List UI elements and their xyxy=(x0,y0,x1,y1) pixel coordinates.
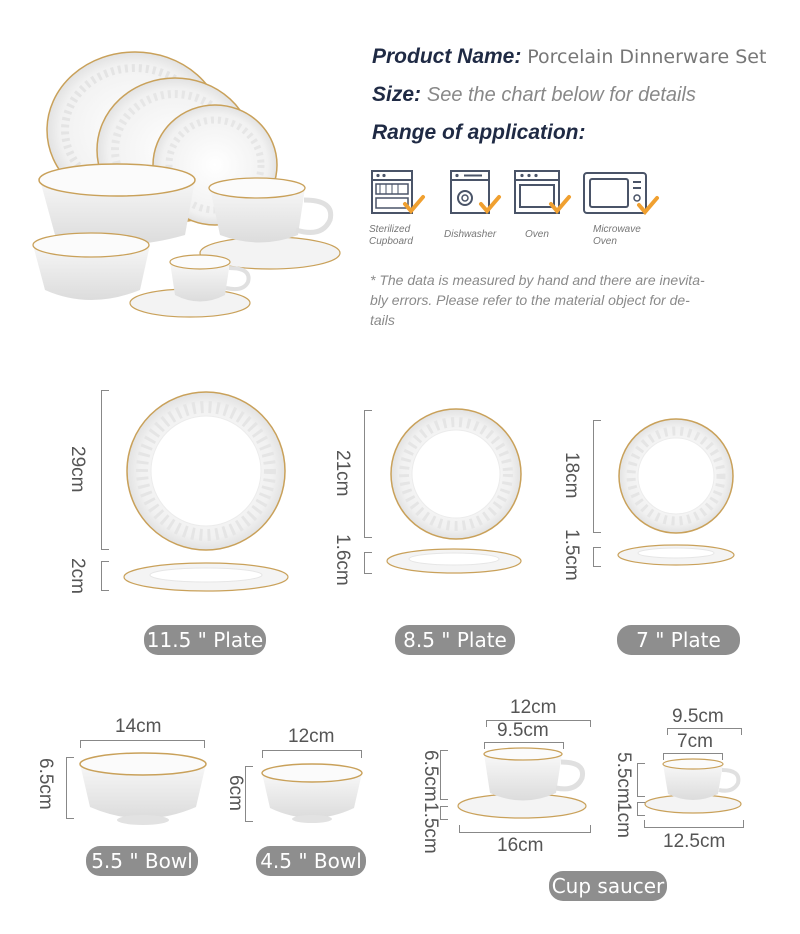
large-plate-diameter: 29cm xyxy=(67,446,88,493)
small-plate-label: 7 " Plate xyxy=(617,625,740,655)
icon-label-sterilized-cupboard: Sterilized Cupboard xyxy=(369,224,413,247)
small-cup-inner-width: 7cm xyxy=(677,731,713,752)
small-saucer-height: 1cm xyxy=(613,802,634,838)
icon-label-oven: Oven xyxy=(525,229,549,240)
size-label: Size: xyxy=(372,83,422,106)
measurement-note: * The data is measured by hand and there are inevita- bly errors. Please refer to the material object for de- tails xyxy=(370,272,705,328)
microwave-oven-icon xyxy=(583,172,657,220)
hero-dinnerware-image xyxy=(30,40,350,340)
large-bowl-width: 14cm xyxy=(115,716,162,737)
large-bowl-height: 6.5cm xyxy=(35,758,56,810)
small-cup-top-width: 9.5cm xyxy=(672,706,724,727)
large-cup-image xyxy=(456,748,591,828)
cup-saucer-label: Cup saucer xyxy=(549,871,667,901)
small-bowl-label: 4.5 " Bowl xyxy=(256,846,366,876)
large-plate-image xyxy=(122,392,292,602)
medium-plate-diameter: 21cm xyxy=(332,450,353,497)
medium-plate-label: 8.5 " Plate xyxy=(395,625,515,655)
small-bowl-image xyxy=(260,763,365,828)
oven-icon xyxy=(514,170,574,218)
range-label: Range of application: xyxy=(372,121,586,144)
medium-plate-image xyxy=(386,408,526,578)
dishwasher-icon xyxy=(450,170,504,218)
large-bowl-image xyxy=(78,752,208,827)
icon-label-dishwasher: Dishwasher xyxy=(444,229,497,240)
large-cup-top-width: 12cm xyxy=(510,697,557,718)
small-plate-height: 1.5cm xyxy=(561,529,582,581)
large-plate-height: 2cm xyxy=(67,558,88,594)
sterilized-cupboard-icon xyxy=(371,170,425,218)
size-value: See the chart below for details xyxy=(426,84,696,106)
large-cup-height: 6.5cm xyxy=(420,750,441,802)
product-name-label: Product Name: xyxy=(372,45,522,68)
medium-plate-height: 1.6cm xyxy=(332,534,353,586)
large-cup-inner-width: 9.5cm xyxy=(497,720,549,741)
icon-label-microwave-oven: Microwave Oven xyxy=(593,224,641,247)
small-cup-height: 5.5cm xyxy=(613,752,634,804)
large-bowl-label: 5.5 " Bowl xyxy=(86,846,198,876)
small-plate-image xyxy=(616,418,741,573)
large-saucer-width: 16cm xyxy=(497,835,544,856)
small-bowl-width: 12cm xyxy=(288,726,335,747)
range-row xyxy=(372,121,586,145)
large-plate-label: 11.5 " Plate xyxy=(144,625,266,655)
small-bowl-height: 6cm xyxy=(225,775,246,811)
small-saucer-width: 12.5cm xyxy=(663,831,726,852)
size-row xyxy=(372,83,696,107)
small-plate-diameter: 18cm xyxy=(561,452,582,499)
large-saucer-height: 1.5cm xyxy=(420,802,441,854)
product-name-row xyxy=(372,45,766,69)
product-name-value: Porcelain Dinnerware Set xyxy=(527,46,767,68)
small-cup-image xyxy=(643,758,748,820)
